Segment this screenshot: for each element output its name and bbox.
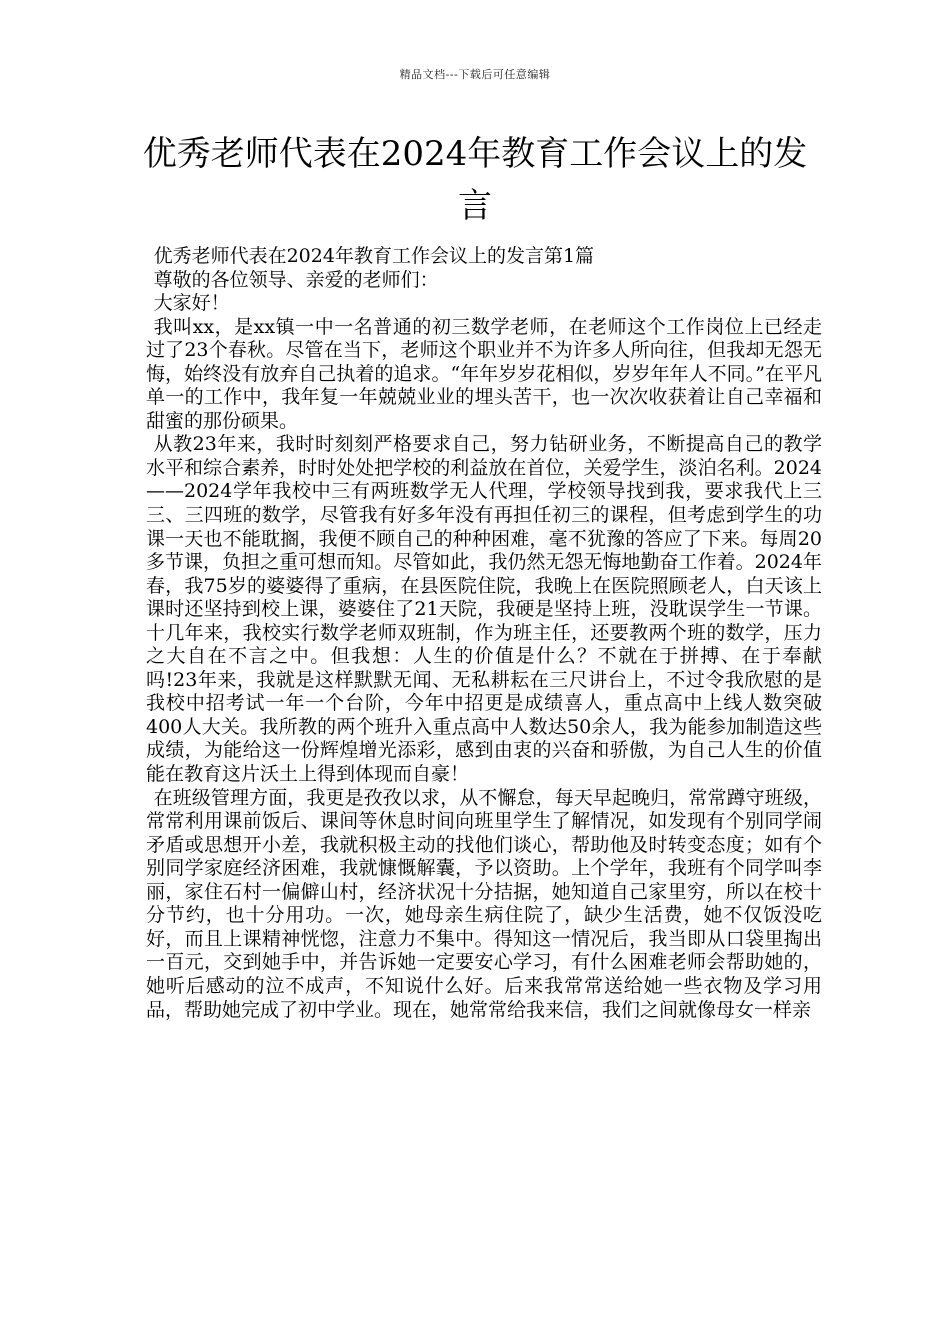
subtitle-line: 优秀老师代表在2024年教育工作会议上的发言第1篇: [153, 245, 595, 267]
document-title: 优秀老师代表在2024年教育工作会议上的发言: [142, 134, 808, 226]
greeting-line: 大家好！: [153, 292, 230, 315]
document-body: [146, 245, 822, 1022]
header-note: 精品文档---下载后可任意编辑: [399, 68, 551, 81]
body-paragraph: 从教23年来，我时时刻刻严格要求自己，努力钻研业务，不断提高自己的教学水平和综合素养，时时处处把学校的利益放在首位，关爱学生，淡泊名利。2024——2024学年我校中三有两班数学无人代理，学校领导找到我，要求我代上三三、三四班的数学，尽管我有好多年没有再担任初三的课程，但考虑到学生的功课一天也不能耽搁，我便不顾自己的种种困难，毫不犹豫的答应了下来。每周20多节课，负担之重可想而知。尽管如此，我仍然无怨无悔地勤奋工作着。2024年春，我75岁的婆婆得了重病，在县医院住院，我晚上在医院照顾老人，白天该上课时还坚持到校上课，婆婆住了21天院，我硬是坚持上班，没耽误学生一节课。十几年来，我校实行数学老师双班制，作为班主任，还要教两个班的数学，压力之大自在不言之中。但我想：人生的价值是什么？不就在于拼搏、在于奉献吗!23年来，我就是这样默默无闻、无私耕耘在三尺讲台上，不过令我欣慰的是我校中招考试一年一个台阶，今年中招更是成绩喜人，重点高中上线人数突破400人大关。我所教的两个班升入重点高中人数达50余人，我为能参加制造这些成绩，为能给这一份辉煌增光添彩，感到由衷的兴奋和骄傲，为自己人生的价值能在教育这片沃土上得到体现而自豪！: [146, 433, 822, 786]
body-paragraph: 我叫xx，是xx镇一中一名普通的初三数学老师，在老师这个工作岗位上已经走过了23个春秋。尽管在当下，老师这个职业并不为许多人所向往，但我却无怨无悔，始终没有放弃自己执着的追求。“年年岁岁花相似，岁岁年年人不同。”在平凡单一的工作中，我年复一年兢兢业业的埋头苦干，也一次次收获着让自己幸福和甜蜜的那份硕果。: [146, 315, 822, 432]
body-paragraph: 在班级管理方面，我更是孜孜以求，从不懈怠，每天早起晚归，常常蹲守班级，常常利用课前饭后、课间等休息时间向班里学生了解情况，如发现有个别同学闹矛盾或思想开小差，我就积极主动的找他们谈心，帮助他及时转变态度；如有个别同学家庭经济困难，我就慷慨解囊，予以资助。上个学年，我班有个同学叫李丽，家住石村一偏僻山村，经济状况十分拮据，她知道自己家里穷，所以在校十分节约，也十分用功。一次，她母亲生病住院了，缺少生活费，她不仅饭没吃好，而且上课精神恍惚，注意力不集中。得知这一情况后，我当即从口袋里掏出一百元，交到她手中，并告诉她一定要安心学习，有什么困难老师会帮助她的，她听后感动的泣不成声，不知说什么好。后来我常常送给她一些衣物及学习用品，帮助她完成了初中学业。现在，她常常给我来信，我们之间就像母女一样亲: [146, 786, 822, 1021]
salutation-line: 尊敬的各位领导、亲爱的老师们：: [153, 268, 439, 291]
